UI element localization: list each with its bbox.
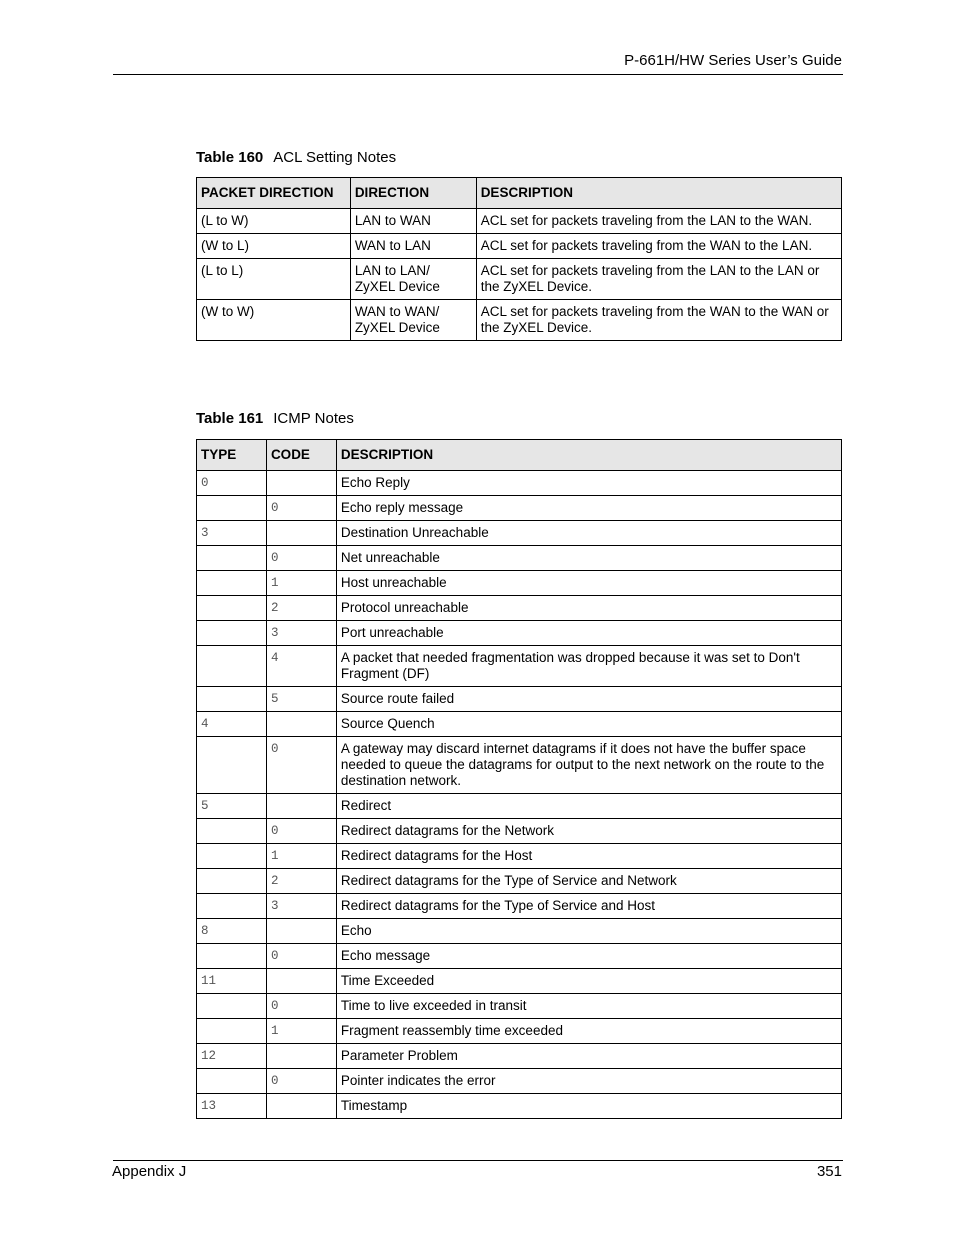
code-cell: 1	[266, 571, 336, 596]
table-row	[197, 794, 842, 819]
description-cell: A packet that needed fragmentation was dropped because it was set to Don't Fragment (DF)	[336, 646, 841, 687]
table-row	[197, 844, 842, 869]
description-cell: Echo reply message	[336, 496, 841, 521]
table-row	[197, 496, 842, 521]
description-cell: Source route failed	[336, 687, 841, 712]
type-cell	[197, 596, 267, 621]
description-cell: A gateway may discard internet datagrams if it does not have the buffer space needed to queue the datagrams for output to the next network on the route to the destination network.	[336, 737, 841, 794]
code-cell	[266, 1094, 336, 1119]
code-cell: 3	[266, 621, 336, 646]
table-row	[197, 1044, 842, 1069]
type-cell: 13	[197, 1094, 267, 1119]
packet-direction-cell: (W to L)	[197, 234, 351, 259]
table-row	[197, 712, 842, 737]
description-cell: Fragment reassembly time exceeded	[336, 1019, 841, 1044]
table-row	[197, 571, 842, 596]
table-row	[197, 869, 842, 894]
type-cell	[197, 571, 267, 596]
type-cell	[197, 894, 267, 919]
packet-direction-cell: (W to W)	[197, 300, 351, 341]
type-cell	[197, 646, 267, 687]
code-cell: 0	[266, 1069, 336, 1094]
table-row	[197, 596, 842, 621]
type-cell	[197, 844, 267, 869]
type-cell: 5	[197, 794, 267, 819]
table-row	[197, 687, 842, 712]
type-cell	[197, 546, 267, 571]
column-header-description: DESCRIPTION	[476, 178, 841, 209]
table-row	[197, 209, 842, 234]
column-header-direction: DIRECTION	[350, 178, 476, 209]
description-cell: Net unreachable	[336, 546, 841, 571]
table-row	[197, 521, 842, 546]
code-cell: 0	[266, 546, 336, 571]
table-header-row	[197, 178, 842, 209]
packet-direction-cell: (L to W)	[197, 209, 351, 234]
code-cell	[266, 471, 336, 496]
table-row	[197, 546, 842, 571]
table-160-caption	[196, 149, 396, 166]
type-cell	[197, 621, 267, 646]
description-cell: Pointer indicates the error	[336, 1069, 841, 1094]
footer-section-label: Appendix J	[112, 1163, 187, 1180]
code-cell: 2	[266, 596, 336, 621]
table-row	[197, 994, 842, 1019]
acl-setting-notes-table	[196, 177, 842, 341]
code-cell: 2	[266, 869, 336, 894]
description-cell: Redirect	[336, 794, 841, 819]
code-cell: 1	[266, 844, 336, 869]
code-cell	[266, 1044, 336, 1069]
code-cell: 5	[266, 687, 336, 712]
code-cell: 4	[266, 646, 336, 687]
code-cell: 0	[266, 496, 336, 521]
description-cell: Host unreachable	[336, 571, 841, 596]
description-cell: ACL set for packets traveling from the WAN to the LAN.	[476, 234, 841, 259]
description-cell: Echo message	[336, 944, 841, 969]
page-number: 351	[816, 1163, 842, 1180]
code-cell: 1	[266, 1019, 336, 1044]
description-cell: Redirect datagrams for the Type of Service and Network	[336, 869, 841, 894]
description-cell: ACL set for packets traveling from the LAN to the WAN.	[476, 209, 841, 234]
description-cell: Echo Reply	[336, 471, 841, 496]
table-161-caption-text: ICMP Notes	[273, 410, 354, 427]
type-cell	[197, 819, 267, 844]
type-cell	[197, 994, 267, 1019]
table-row	[197, 646, 842, 687]
table-row	[197, 1019, 842, 1044]
table-row	[197, 944, 842, 969]
direction-cell: WAN to LAN	[350, 234, 476, 259]
code-cell: 0	[266, 994, 336, 1019]
type-cell: 12	[197, 1044, 267, 1069]
description-cell: Port unreachable	[336, 621, 841, 646]
code-cell	[266, 969, 336, 994]
table-row	[197, 919, 842, 944]
description-cell: Destination Unreachable	[336, 521, 841, 546]
icmp-notes-table	[196, 439, 842, 1119]
type-cell	[197, 1069, 267, 1094]
table-row	[197, 969, 842, 994]
table-row	[197, 1094, 842, 1119]
description-cell: Time to live exceeded in transit	[336, 994, 841, 1019]
type-cell: 8	[197, 919, 267, 944]
type-cell	[197, 737, 267, 794]
description-cell: Echo	[336, 919, 841, 944]
packet-direction-cell: (L to L)	[197, 259, 351, 300]
code-cell: 0	[266, 737, 336, 794]
table-row	[197, 737, 842, 794]
table-160-caption-number: Table 160	[196, 149, 264, 166]
page-header-title: P-661H/HW Series User’s Guide	[624, 52, 842, 69]
type-cell: 0	[197, 471, 267, 496]
description-cell: Source Quench	[336, 712, 841, 737]
column-header-packet-direction: PACKET DIRECTION	[197, 178, 351, 209]
type-cell: 4	[197, 712, 267, 737]
direction-cell: WAN to WAN/ ZyXEL Device	[350, 300, 476, 341]
table-row	[197, 300, 842, 341]
description-cell: ACL set for packets traveling from the LAN to the LAN or the ZyXEL Device.	[476, 259, 841, 300]
table-161-caption	[196, 410, 354, 427]
code-cell: 0	[266, 819, 336, 844]
code-cell: 0	[266, 944, 336, 969]
code-cell	[266, 712, 336, 737]
type-cell: 11	[197, 969, 267, 994]
direction-cell: LAN to LAN/ ZyXEL Device	[350, 259, 476, 300]
footer-rule	[113, 1160, 843, 1161]
description-cell: Parameter Problem	[336, 1044, 841, 1069]
table-row	[197, 471, 842, 496]
column-header-code: CODE	[266, 440, 336, 471]
description-cell: Redirect datagrams for the Network	[336, 819, 841, 844]
description-cell: Timestamp	[336, 1094, 841, 1119]
column-header-description: DESCRIPTION	[336, 440, 841, 471]
table-header-row	[197, 440, 842, 471]
table-row	[197, 259, 842, 300]
type-cell	[197, 687, 267, 712]
code-cell	[266, 919, 336, 944]
table-row	[197, 819, 842, 844]
table-row	[197, 894, 842, 919]
header-rule	[113, 74, 843, 75]
description-cell: Time Exceeded	[336, 969, 841, 994]
code-cell	[266, 794, 336, 819]
code-cell	[266, 521, 336, 546]
description-cell: Redirect datagrams for the Type of Service and Host	[336, 894, 841, 919]
type-cell	[197, 1019, 267, 1044]
icmp-notes-body	[197, 471, 842, 1119]
type-cell	[197, 869, 267, 894]
description-cell: Redirect datagrams for the Host	[336, 844, 841, 869]
direction-cell: LAN to WAN	[350, 209, 476, 234]
type-cell	[197, 944, 267, 969]
table-160-caption-text: ACL Setting Notes	[273, 149, 397, 166]
description-cell: ACL set for packets traveling from the WAN to the WAN or the ZyXEL Device.	[476, 300, 841, 341]
description-cell: Protocol unreachable	[336, 596, 841, 621]
type-cell	[197, 496, 267, 521]
table-161-caption-number: Table 161	[196, 410, 264, 427]
code-cell: 3	[266, 894, 336, 919]
table-row	[197, 234, 842, 259]
type-cell: 3	[197, 521, 267, 546]
table-row	[197, 1069, 842, 1094]
table-row	[197, 621, 842, 646]
column-header-type: TYPE	[197, 440, 267, 471]
